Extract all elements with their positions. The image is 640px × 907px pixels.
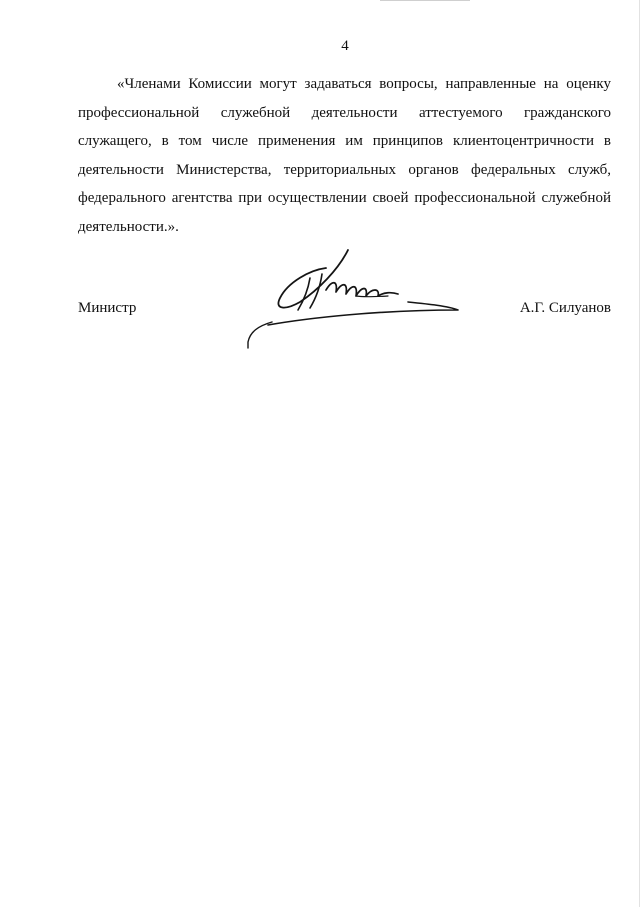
scan-top-edge — [380, 0, 470, 1]
signatory-name: А.Г. Силуанов — [519, 300, 611, 316]
page-number: 4 — [341, 38, 349, 54]
handwritten-signature — [238, 240, 468, 355]
body-paragraph: «Членами Комиссии могут задаваться вопросы, направленные на оценку профессиональной служебной деятельности аттестуемого гражданского служащего, в том числе применения им принципов клиентоцентричности в деятельности Министерства, территориальных органов федеральных служб, федерального агентства при осуществлении своей профессиональной служебной деятельности.». — [78, 76, 611, 235]
signature-block — [78, 300, 611, 322]
signatory-title: Министр — [78, 300, 137, 316]
